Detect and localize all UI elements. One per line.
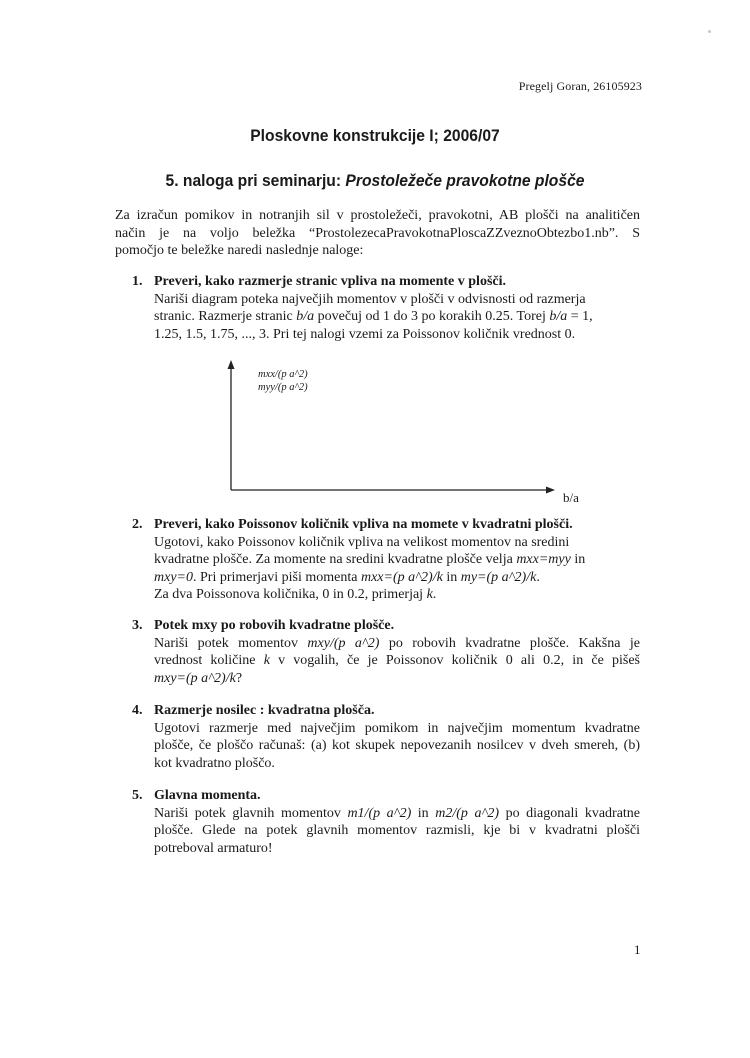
text: ? (235, 670, 243, 686)
task-body (154, 635, 640, 688)
text: po diagonali kvadratne (499, 805, 641, 821)
course-title: Ploskovne konstrukcije I; 2006/07 (250, 126, 500, 145)
page-number: 1 (634, 942, 641, 957)
task-line (154, 635, 640, 653)
text: Za dva Poissonova količnika, 0 in 0.2, primerjaj (154, 587, 427, 602)
text: v vogalih, če je Poissonov količnik 0 ali 0.2, in če pišeš (269, 653, 641, 668)
task-body (154, 805, 640, 858)
task-body (154, 291, 640, 344)
text: . Pri primerjavi piši momenta (193, 569, 361, 585)
math: mxx=myy (516, 552, 571, 567)
task-line: plošče, če ploščo računaš: (a) kot skupek nepovezanih nosilcev v dveh smereh, (b) (154, 738, 640, 753)
task-heading: Razmerje nosilec : kvadratna plošča. (154, 703, 375, 718)
task-4 (132, 702, 640, 772)
task-line: Ugotovi razmerje med največjim pomikom in največjim momentum kvadratne (154, 720, 640, 736)
task-line: 1.25, 1.5, 1.75, ..., 3. Pri tej nalogi vzemi za Poissonov količnik vrednost 0. (154, 326, 576, 342)
task-number: 2. (132, 517, 143, 532)
math: mxx=(p a^2)/k (360, 569, 443, 585)
task-line: plošče. Glede na potek glavnih momentov razmisli, kje bi v kvadratni plošči (154, 823, 640, 838)
intro-line: Za izračun pomikov in notranjih sil v prostoležeči, pravokotni, AB plošči na analitičen (115, 208, 640, 223)
text: Nariši potek glavnih momentov (154, 805, 348, 821)
task-heading: Preveri, kako razmerje stranic vpliva na momente v plošči. (154, 274, 507, 289)
math: m2/(p a^2) (435, 805, 500, 821)
text: . (536, 569, 540, 585)
text: = 1, (567, 309, 593, 324)
intro-line: pomočjo te beležke naredi naslednje naloge: (115, 243, 364, 258)
math: b/a (549, 309, 568, 324)
task-heading: Glavna momenta. (154, 788, 261, 803)
task-number: 5. (132, 788, 143, 803)
task-line (154, 569, 640, 587)
task-body (154, 534, 640, 604)
text: Nariši potek momentov (154, 635, 308, 651)
task-line: potreboval armaturo! (154, 840, 273, 856)
text: stranic. Razmerje stranic (154, 309, 297, 324)
task-heading: Potek mxy po robovih kvadratne plošče. (154, 618, 395, 633)
scan-speck (708, 30, 711, 33)
assignment-topic: Prostoležeče pravokotne plošče (345, 171, 585, 190)
intro-paragraph (115, 207, 640, 260)
task-3 (132, 617, 640, 687)
task-line: Ugotovi, kako Poissonov količnik vpliva na velikost momentov na sredini (154, 534, 570, 550)
math: k (426, 587, 433, 602)
task-line: kot kvadratno ploščo. (154, 755, 275, 771)
math: mxy=0 (154, 569, 193, 585)
task-number: 3. (132, 618, 143, 633)
y-label-myy: myy/(p a^2) (258, 382, 308, 393)
text: kvadratne plošče. Za momente na sredini kvadratne plošče velja (154, 552, 517, 567)
math: k (263, 653, 270, 668)
text: po robovih kvadratne plošče. Kakšna je (379, 635, 640, 651)
x-axis-label: b/a (563, 490, 579, 505)
task-line (154, 308, 640, 326)
author-line: Pregelj Goran, 26105923 (518, 79, 642, 93)
math: b/a (296, 309, 315, 324)
assignment-prefix: 5. naloga pri seminarju: (165, 171, 346, 190)
task-line (154, 805, 640, 823)
task-line (154, 652, 640, 670)
assignment-title (30, 171, 720, 191)
task-line: Nariši diagram poteka največjih momentov v plošči v odvisnosti od razmerja (154, 291, 586, 307)
task-number: 4. (132, 703, 143, 718)
text: in (411, 805, 436, 821)
task-number: 1. (132, 274, 143, 289)
intro-line: način je na voljo beležka “ProstolezecaPravokotnaPloscaZZveznoObtezbo1.nb”. S (115, 225, 640, 241)
text: . (432, 587, 437, 602)
task-body (154, 720, 640, 773)
text: in (442, 569, 461, 585)
task-line (154, 551, 640, 569)
task-line (154, 670, 640, 688)
task-line (154, 586, 640, 604)
math: mxy=(p a^2)/k (154, 670, 236, 686)
math: my=(p a^2)/k (460, 569, 537, 585)
y-axis-label (258, 368, 308, 394)
text: vrednost količine (154, 653, 264, 668)
y-label-mxx: mxx/(p a^2) (258, 369, 308, 380)
task-heading: Preveri, kako Poissonov količnik vpliva na momete v kvadratni plošči. (154, 517, 573, 532)
text: in (570, 552, 586, 567)
task-1 (132, 273, 640, 343)
task-2 (132, 516, 640, 604)
text: povečuj od 1 do 3 po korakih 0.25. Torej (314, 309, 550, 324)
task-5 (132, 787, 640, 857)
math: m1/(p a^2) (347, 805, 412, 821)
moment-diagram-axes (222, 360, 622, 510)
math: mxy/(p a^2) (307, 635, 380, 651)
